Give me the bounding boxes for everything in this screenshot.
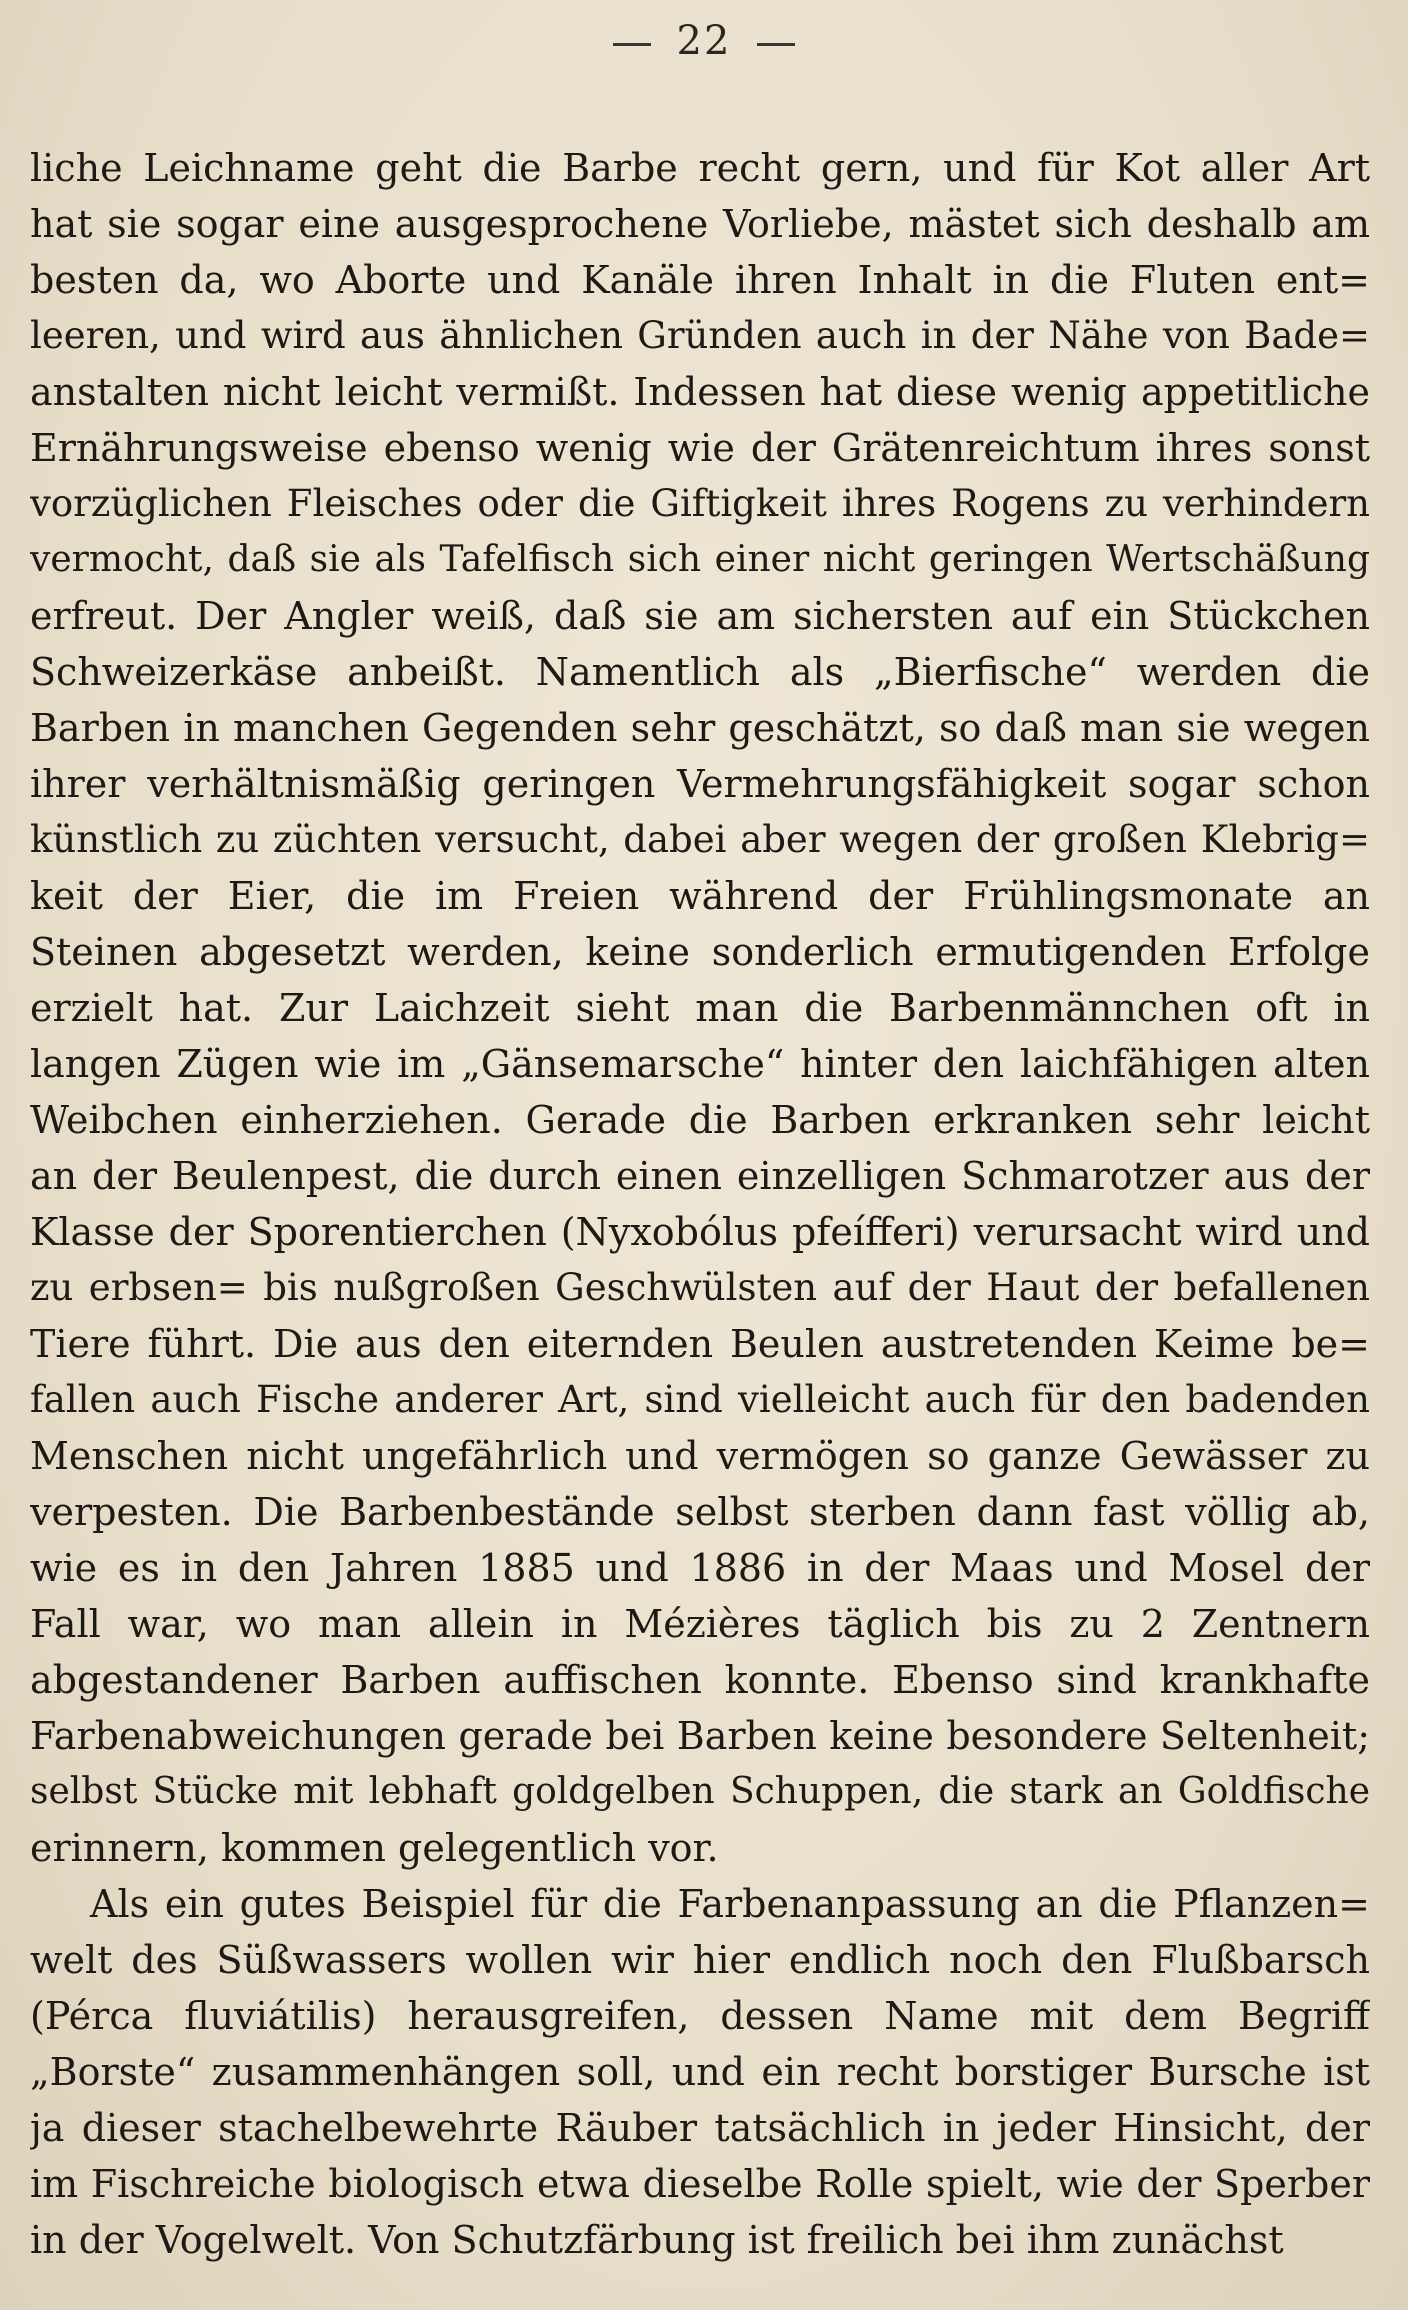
text-line: Als ein gutes Beispiel für die Farbenanpassung an die Pflanzen= bbox=[90, 1882, 1370, 1926]
text-line: welt des Süßwassers wollen wir hier endlich noch den Flußbarsch bbox=[30, 1938, 1370, 1982]
text-line: liche Leichname geht die Barbe recht gern, und für Kot aller Art bbox=[30, 146, 1370, 190]
text-line: Steinen abgesetzt werden, keine sonderlich ermutigenden Erfolge bbox=[30, 930, 1370, 974]
text-line: keit der Eier, die im Freien während der Frühlingsmonate an bbox=[30, 874, 1370, 918]
text-line: Klasse der Sporentierchen (Nyxobólus pfeífferi) verursacht wird und bbox=[30, 1210, 1370, 1254]
text-line: Schweizerkäse anbeißt. Namentlich als „Bierfische“ werden die bbox=[30, 650, 1370, 694]
body-text bbox=[30, 140, 1370, 2268]
text-line: verpesten. Die Barbenbestände selbst sterben dann fast völlig ab, bbox=[30, 1490, 1370, 1534]
text-line: „Borste“ zusammenhängen soll, und ein recht borstiger Bursche ist bbox=[30, 2050, 1370, 2094]
left-dash bbox=[613, 43, 651, 46]
paragraph-flussbarsch bbox=[30, 1876, 1370, 2268]
text-line: künstlich zu züchten versucht, dabei aber wegen der großen Klebrig= bbox=[30, 818, 1370, 861]
text-line: Farbenabweichungen gerade bei Barben keine besondere Seltenheit; bbox=[30, 1714, 1370, 1758]
text-line: vorzüglichen Fleisches oder die Giftigkeit ihres Rogens zu verhindern bbox=[30, 482, 1370, 525]
text-line: ihrer verhältnismäßig geringen Vermehrungsfähigkeit sogar schon bbox=[30, 762, 1370, 806]
text-line: Fall war, wo man allein in Mézières täglich bis zu 2 Zentnern bbox=[30, 1602, 1370, 1646]
text-line: langen Zügen wie im „Gänsemarsche“ hinter den laichfähigen alten bbox=[30, 1042, 1370, 1086]
text-line: Barben in manchen Gegenden sehr geschätzt, so daß man sie wegen bbox=[30, 706, 1370, 750]
text-line: im Fischreiche biologisch etwa dieselbe Rolle spielt, wie der Sperber bbox=[30, 2162, 1370, 2206]
text-line: zu erbsen= bis nußgroßen Geschwülsten auf der Haut der befallenen bbox=[30, 1266, 1370, 1309]
text-line: hat sie sogar eine ausgesprochene Vorliebe, mästet sich deshalb am bbox=[30, 202, 1370, 246]
text-line: (Pérca fluviátilis) herausgreifen, dessen Name mit dem Begriff bbox=[30, 1994, 1370, 2038]
text-line: an der Beulenpest, die durch einen einzelligen Schmarotzer aus der bbox=[30, 1154, 1370, 1198]
page-number: 22 bbox=[676, 18, 732, 64]
page-number-header bbox=[0, 18, 1408, 64]
text-line: erzielt hat. Zur Laichzeit sieht man die Barbenmännchen oft in bbox=[30, 986, 1370, 1030]
text-line: Weibchen einherziehen. Gerade die Barben erkranken sehr leicht bbox=[30, 1098, 1370, 1142]
text-line: fallen auch Fische anderer Art, sind vielleicht auch für den badenden bbox=[30, 1378, 1370, 1421]
text-line: abgestandener Barben auffischen konnte. Ebenso sind krankhafte bbox=[30, 1658, 1370, 1702]
paragraph-barbe bbox=[30, 140, 1370, 1876]
text-line: erfreut. Der Angler weiß, daß sie am sichersten auf ein Stückchen bbox=[30, 594, 1370, 638]
text-line: Tiere führt. Die aus den eiternden Beulen austretenden Keime be= bbox=[30, 1322, 1370, 1366]
text-line: leeren, und wird aus ähnlichen Gründen auch in der Nähe von Bade= bbox=[30, 314, 1370, 357]
text-line: selbst Stücke mit lebhaft goldgelben Schuppen, die stark an Goldfische bbox=[30, 1771, 1370, 1812]
text-line: wie es in den Jahren 1885 und 1886 in der Maas und Mosel der bbox=[30, 1546, 1370, 1590]
right-dash bbox=[757, 43, 795, 46]
text-line: erinnern, kommen gelegentlich vor. bbox=[30, 1826, 719, 1870]
text-line: anstalten nicht leicht vermißt. Indessen hat diese wenig appetitliche bbox=[30, 370, 1370, 414]
text-line: vermocht, daß sie als Tafelfisch sich einer nicht geringen Wertschäßung bbox=[30, 539, 1370, 580]
text-line: ja dieser stachelbewehrte Räuber tatsächlich in jeder Hinsicht, der bbox=[30, 2106, 1370, 2150]
text-line: Ernährungsweise ebenso wenig wie der Grätenreichtum ihres sonst bbox=[30, 426, 1370, 470]
text-line: in der Vogelwelt. Von Schutzfärbung ist freilich bei ihm zunächst bbox=[30, 2218, 1284, 2262]
text-line: besten da, wo Aborte und Kanäle ihren Inhalt in die Fluten ent= bbox=[30, 258, 1370, 302]
text-line: Menschen nicht ungefährlich und vermögen so ganze Gewässer zu bbox=[30, 1434, 1370, 1478]
